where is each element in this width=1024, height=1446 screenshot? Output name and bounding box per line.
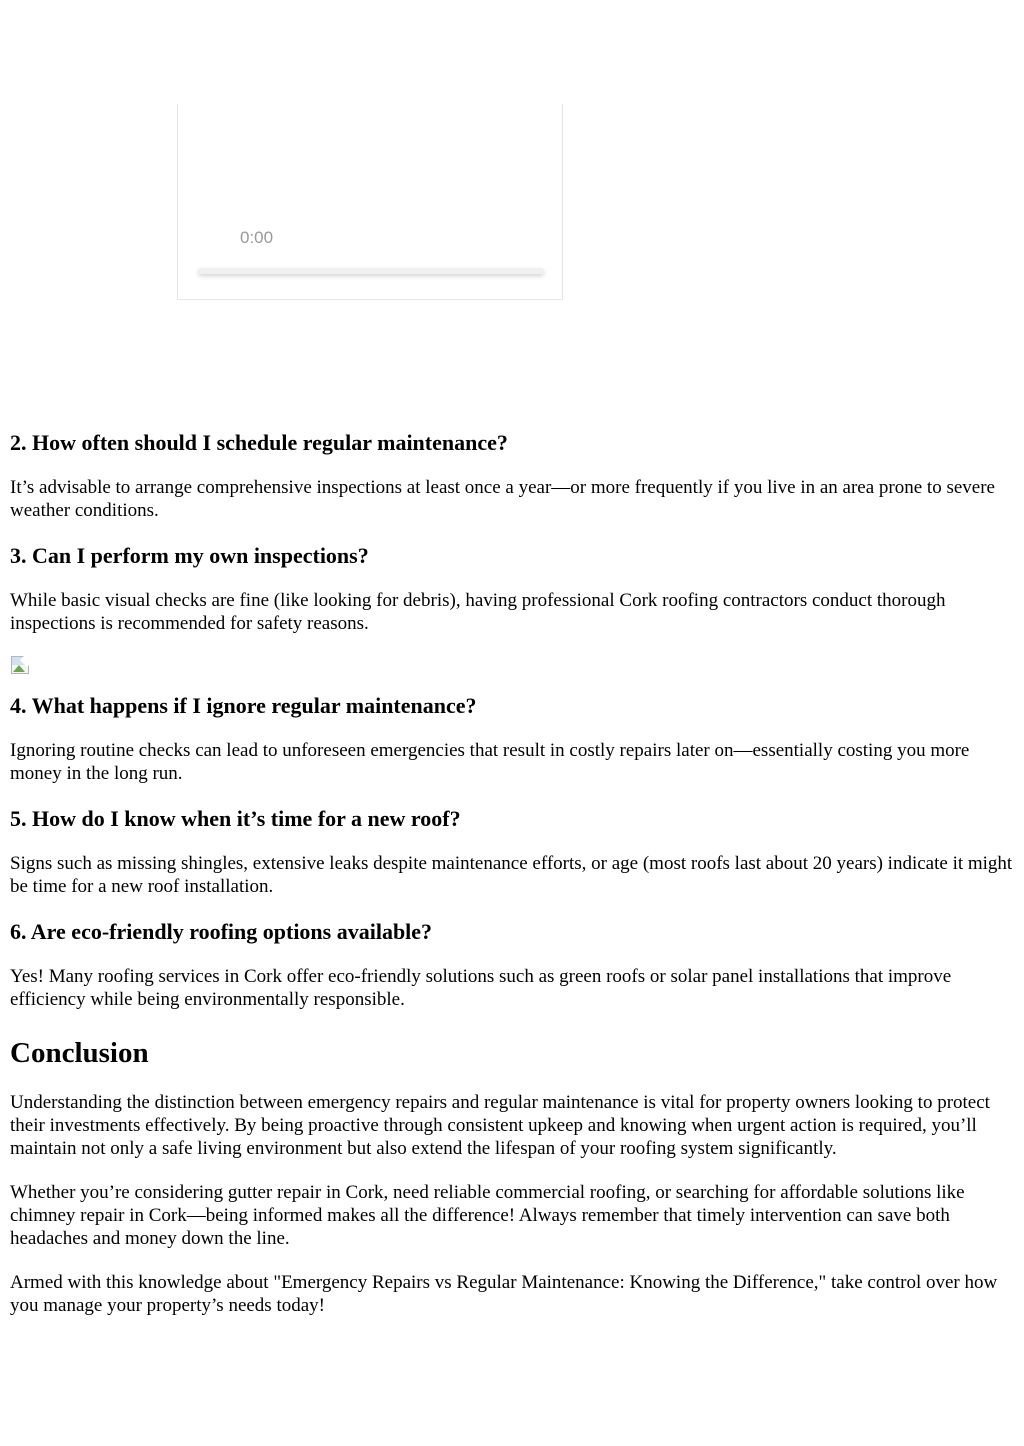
audio-player[interactable] — [177, 104, 563, 300]
conclusion-paragraph: Whether you’re considering gutter repair in Cork, need reliable commercial roofing, or searching for affordable solutions like chimney repair in Cork—being informed makes all the difference! Always remember that timely intervention can save both headaches and money down the line. — [10, 1182, 965, 1249]
faq-question: 6. Are eco-friendly roofing options available? — [10, 919, 433, 944]
article-body — [10, 428, 1015, 1317]
conclusion-paragraph: Understanding the distinction between emergency repairs and regular maintenance is vital for property owners looking to protect their investments effectively. By being proactive through consistent upkeep and knowing when urgent action is required, you’ll maintain not only a safe living environment but also extend the lifespan of your roofing system significantly. — [10, 1092, 990, 1159]
broken-image-icon — [10, 655, 32, 677]
faq-answer: Signs such as missing shingles, extensive leaks despite maintenance efforts, or age (most roofs last about 20 years) indicate it might be time for a new roof installation. — [10, 853, 1013, 897]
faq-answer: While basic visual checks are fine (like looking for debris), having professional Cork roofing contractors conduct thorough inspections is recommended for safety reasons. — [10, 590, 946, 634]
faq-answer: It’s advisable to arrange comprehensive inspections at least once a year—or more frequently if you live in an area prone to severe weather conditions. — [10, 477, 995, 521]
conclusion-heading: Conclusion — [10, 1037, 149, 1069]
faq-answer: Ignoring routine checks can lead to unforeseen emergencies that result in costly repairs later on—essentially costing you more money in the long run. — [10, 740, 970, 784]
faq-answer: Yes! Many roofing services in Cork offer eco-friendly solutions such as green roofs or solar panel installations that improve efficiency while being environmentally responsible. — [10, 966, 952, 1010]
faq-question: 2. How often should I schedule regular maintenance? — [10, 430, 508, 455]
audio-time-display: 0:00 — [240, 228, 274, 247]
faq-question: 3. Can I perform my own inspections? — [10, 543, 369, 568]
audio-progress-bar[interactable] — [198, 268, 544, 274]
faq-question: 4. What happens if I ignore regular maintenance? — [10, 693, 477, 718]
conclusion-paragraph: Armed with this knowledge about "Emergency Repairs vs Regular Maintenance: Knowing the Difference," take control over how you manage your property’s needs today! — [10, 1272, 998, 1316]
faq-question: 5. How do I know when it’s time for a new roof? — [10, 806, 461, 831]
